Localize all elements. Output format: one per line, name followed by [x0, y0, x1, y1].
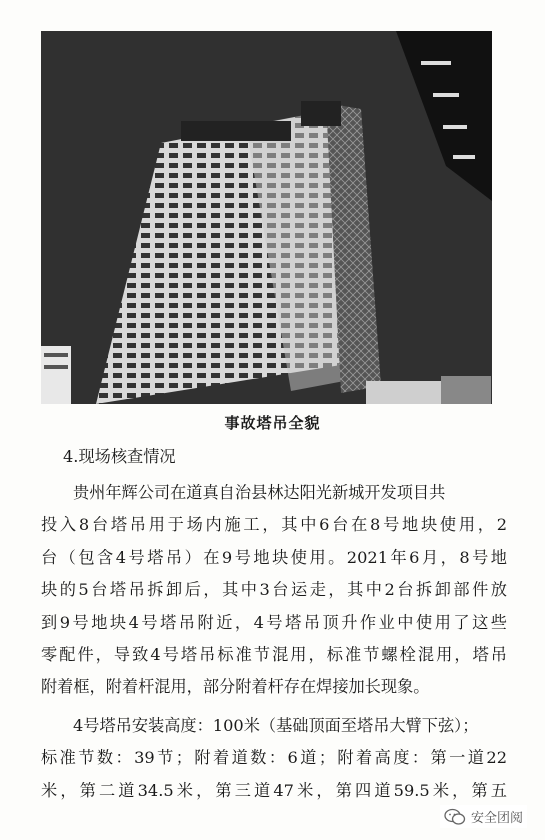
paragraph-line: 到9号地块4号塔吊附近，4号塔吊顶升作业中使用了这些: [41, 612, 507, 632]
paragraph-line: 4号塔吊安装高度：100米（基础顶面至塔吊大臂下弦）；: [73, 716, 479, 735]
photo-caption: 事故塔吊全貌: [224, 414, 321, 432]
section-heading: 4.现场核查情况: [63, 447, 176, 466]
watermark-label: 安全团阅: [470, 811, 523, 826]
paragraph-line: 附着框，附着杆混用，部分附着杆存在焊接加长现象。: [41, 677, 430, 697]
paragraph-line: 米，第二道34.5米，第三道47米，第四道59.5米，第五: [41, 780, 507, 800]
paragraph-crane-specs: [41, 710, 507, 807]
source-watermark: [440, 805, 527, 828]
paragraph-line: 台（包含4号塔吊）在9号地块使用。2021年6月，8号地: [41, 547, 507, 567]
tower-crane-photo: [41, 31, 492, 404]
paragraph-line: 标准节数：39节；附着道数：6道；附着高度：第一道22: [41, 748, 507, 768]
wechat-icon: [444, 808, 466, 826]
paragraph-site-inspection: [41, 477, 507, 704]
paragraph-line: 贵州年辉公司在道真自治县林达阳光新城开发项目共: [73, 483, 446, 502]
paragraph-line: 块的5台塔吊拆卸后，其中3台运走，其中2台拆卸部件放: [41, 580, 507, 600]
paragraph-line: 投入8台塔吊用于场内施工，其中6台在8号地块使用，2: [41, 515, 507, 535]
paragraph-line: 零配件，导致4号塔吊标准节混用，标准节螺栓混用，塔吊: [41, 644, 507, 664]
